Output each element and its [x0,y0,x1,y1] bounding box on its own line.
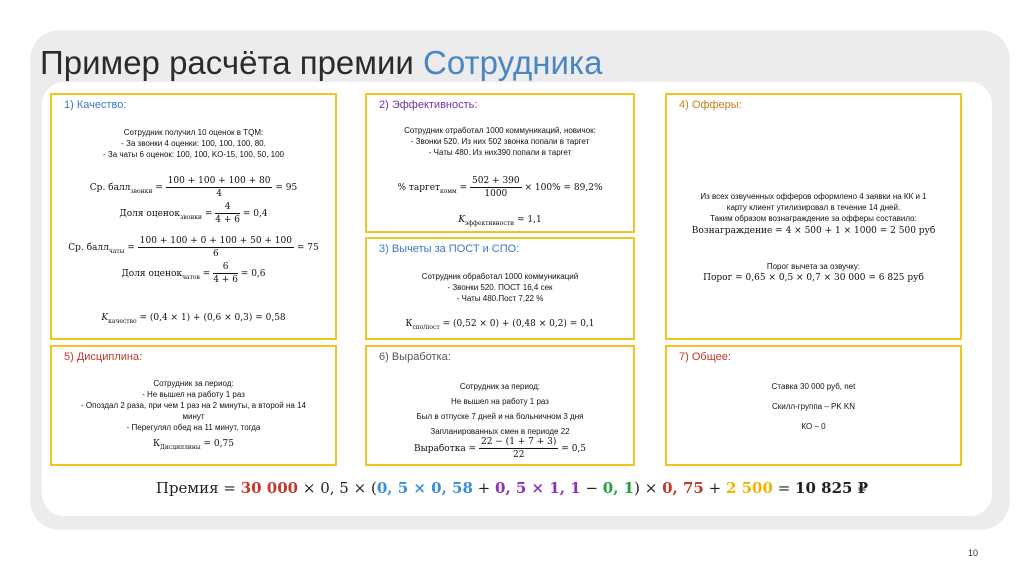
f-num: 6 [213,261,238,274]
text-line: минут [182,412,205,421]
text-line: Запланированных смен в периоде 22 [430,427,570,436]
quality-box [50,93,337,340]
quality-formula-3 [52,235,335,260]
text-line: - За чаты 6 оценок: 100, 100, KO-15, 100, 50, 100 [103,150,284,159]
formula-total: 10 825 ₽ [795,479,869,497]
efficiency-text [367,125,633,158]
formula-quality: 0, 5 × 0, 58 [376,479,473,497]
formula-op: + [472,479,496,497]
output-formula [367,436,633,461]
offers-threshold-label: Порог вычета за озвучку: [766,262,861,271]
text-line: - Опоздал 2 раза, при чем 1 раз на 2 минуты, а второй на 14 [81,401,306,410]
formula-op: ) × [634,479,663,497]
f-rhs: = 75 [296,243,319,253]
f-sub: чаты [108,247,125,255]
text-line: Сотрудник обработал 1000 коммуникаций [421,272,579,281]
text-line: Из всех озвученных офферов оформлено 4 заявки на КК и 1 [700,192,927,201]
f-den: 4 + 6 [215,215,240,225]
k-lhs: K [101,313,109,323]
quality-formula-4 [52,261,335,286]
output-title: 6) Выработка: [379,351,451,363]
f-rhs: = 95 [275,183,298,193]
offers-box [665,93,962,340]
k-lhs: К [405,319,413,329]
f-rhs: = 0,4 [242,209,268,219]
k-sub: спо/пост [412,323,440,331]
f-den: 4 [216,189,222,199]
f-num: 22 − (1 + 7 + 3) [480,437,557,447]
f-num: 100 + 100 + 100 + 80 [167,176,271,186]
text-line: - Звонки 520. Из них 502 звонка попали в таргет [410,137,590,146]
page-number: 10 [967,548,978,558]
formula-op: = [772,479,796,497]
k-lhs: К [153,439,160,449]
text-line: - Перегулял обед на 11 минут, тогда [126,423,261,432]
quality-formula-1 [52,175,335,200]
formula-efficiency: 0, 5 × 1, 1 [495,479,581,497]
f-den: 22 [512,450,525,460]
offers-text [667,191,960,224]
efficiency-box [365,93,635,233]
f-den: 6 [213,249,219,259]
text-line: Сотрудник за период: [153,379,234,388]
k-rhs: = (0,52 × 0) + (0,48 × 0,2) = 0,1 [439,319,595,329]
f-sub: чатов [182,273,200,281]
formula-op: − [580,479,603,497]
f-lhs: % таргет [397,183,441,193]
f-eq: = [202,209,213,219]
k-sub: эффективности [465,219,515,227]
deductions-k [367,319,633,331]
offers-title: 4) Офферы: [679,99,742,111]
quality-k [52,313,335,325]
discipline-k [52,439,335,451]
page-title [40,44,602,82]
text-line: - Не вышел на работу 1 раз [142,390,245,399]
f-eq: = [152,183,163,193]
general-text [667,377,960,437]
efficiency-formula [367,175,633,200]
formula-op: + [703,479,726,497]
formula-deductions: 0, 1 [602,479,635,497]
f-lhs: Ср. балл [68,243,109,253]
general-box [665,345,962,466]
efficiency-k [367,215,633,227]
discipline-box [50,345,337,466]
text-line: Был в отпуске 7 дней и на больничном 3 дня [416,412,584,421]
k-rhs: = 1,1 [514,215,542,225]
f-eq: = [199,269,211,279]
text-line: карту клиент утилизировал в течение 14 дней. [726,203,901,212]
text-line: Не вышел на работу 1 раз [451,397,549,406]
title-accent: Сотрудника [423,44,603,81]
deductions-box [365,237,635,340]
title-main: Пример расчёта премии [40,44,414,81]
f-lhs: Выработка = [413,444,477,454]
bonus-formula [0,479,1024,497]
f-num: 502 + 390 [472,176,520,186]
k-lhs: K [458,215,466,225]
f-eq: = [124,243,135,253]
text-line: Сотрудник получил 10 оценок в TQM: [123,128,264,137]
f-num: 100 + 100 + 0 + 100 + 50 + 100 [139,236,292,246]
discipline-text [52,378,335,433]
text-line: КО – 0 [801,422,826,431]
text-line: - Чаты 480.Пост 7,22 % [456,294,544,303]
f-rhs: × 100% = 89,2% [524,183,603,193]
formula-offers: 2 500 [725,479,773,497]
f-sub: звонки [130,187,153,195]
f-rhs: = 0,6 [240,269,266,279]
offers-reward: Вознаграждение = 4 × 500 + 1 × 1000 = 2 500 руб [691,226,936,236]
general-title: 7) Общее: [679,351,731,363]
f-lhs: Ср. балл [89,183,131,193]
discipline-title: 5) Дисциплина: [64,351,143,363]
formula-op: × 0, 5 × ( [302,479,377,497]
formula-label: Премия = [155,479,236,497]
formula-discipline: 0, 75 [662,479,704,497]
output-box [365,345,635,466]
offers-threshold: Порог = 0,65 × 0,5 × 0,7 × 30 000 = 6 825 руб [703,273,924,283]
f-eq: = [456,183,468,193]
formula-base: 30 000 [240,479,299,497]
deductions-title: 3) Вычеты за ПОСТ и СПО: [379,243,520,255]
output-text [367,379,633,439]
text-line: Сотрудник отработал 1000 коммуникаций, новичок: [404,126,596,135]
k-rhs: = 0,75 [200,439,234,449]
f-den: 1000 [484,189,508,199]
text-line: Таким образом вознаграждение за офферы составило: [710,214,917,223]
text-line: - Звонки 520. ПОСТ 16,4 сек [447,283,553,292]
f-sub: звонки [179,213,202,221]
text-line: - Чаты 480. Из них390 попали в таргет [428,148,572,157]
k-sub: Дисциплины [159,443,201,451]
quality-title: 1) Качество: [64,99,127,111]
quality-text [52,127,335,160]
text-line: - За звонки 4 оценки: 100, 100, 100, 80. [121,139,266,148]
f-rhs: = 0,5 [561,444,587,454]
text-line: Сотрудник за период: [459,382,541,391]
k-rhs: = (0,4 × 1) + (0,6 × 0,3) = 0,58 [136,313,286,323]
f-lhs: Доля оценок [121,269,183,279]
f-num: 4 [215,201,240,214]
quality-formula-2 [52,201,335,226]
efficiency-title: 2) Эффективность: [379,99,478,111]
deductions-text [367,271,633,304]
text-line: Ставка 30 000 руб, net [771,382,856,391]
k-sub: качество [108,317,137,325]
f-lhs: Доля оценок [119,209,180,219]
text-line: Скилл-группа – PK KN [771,402,856,411]
f-den: 4 + 6 [213,275,238,285]
f-sub: комм [440,187,457,195]
